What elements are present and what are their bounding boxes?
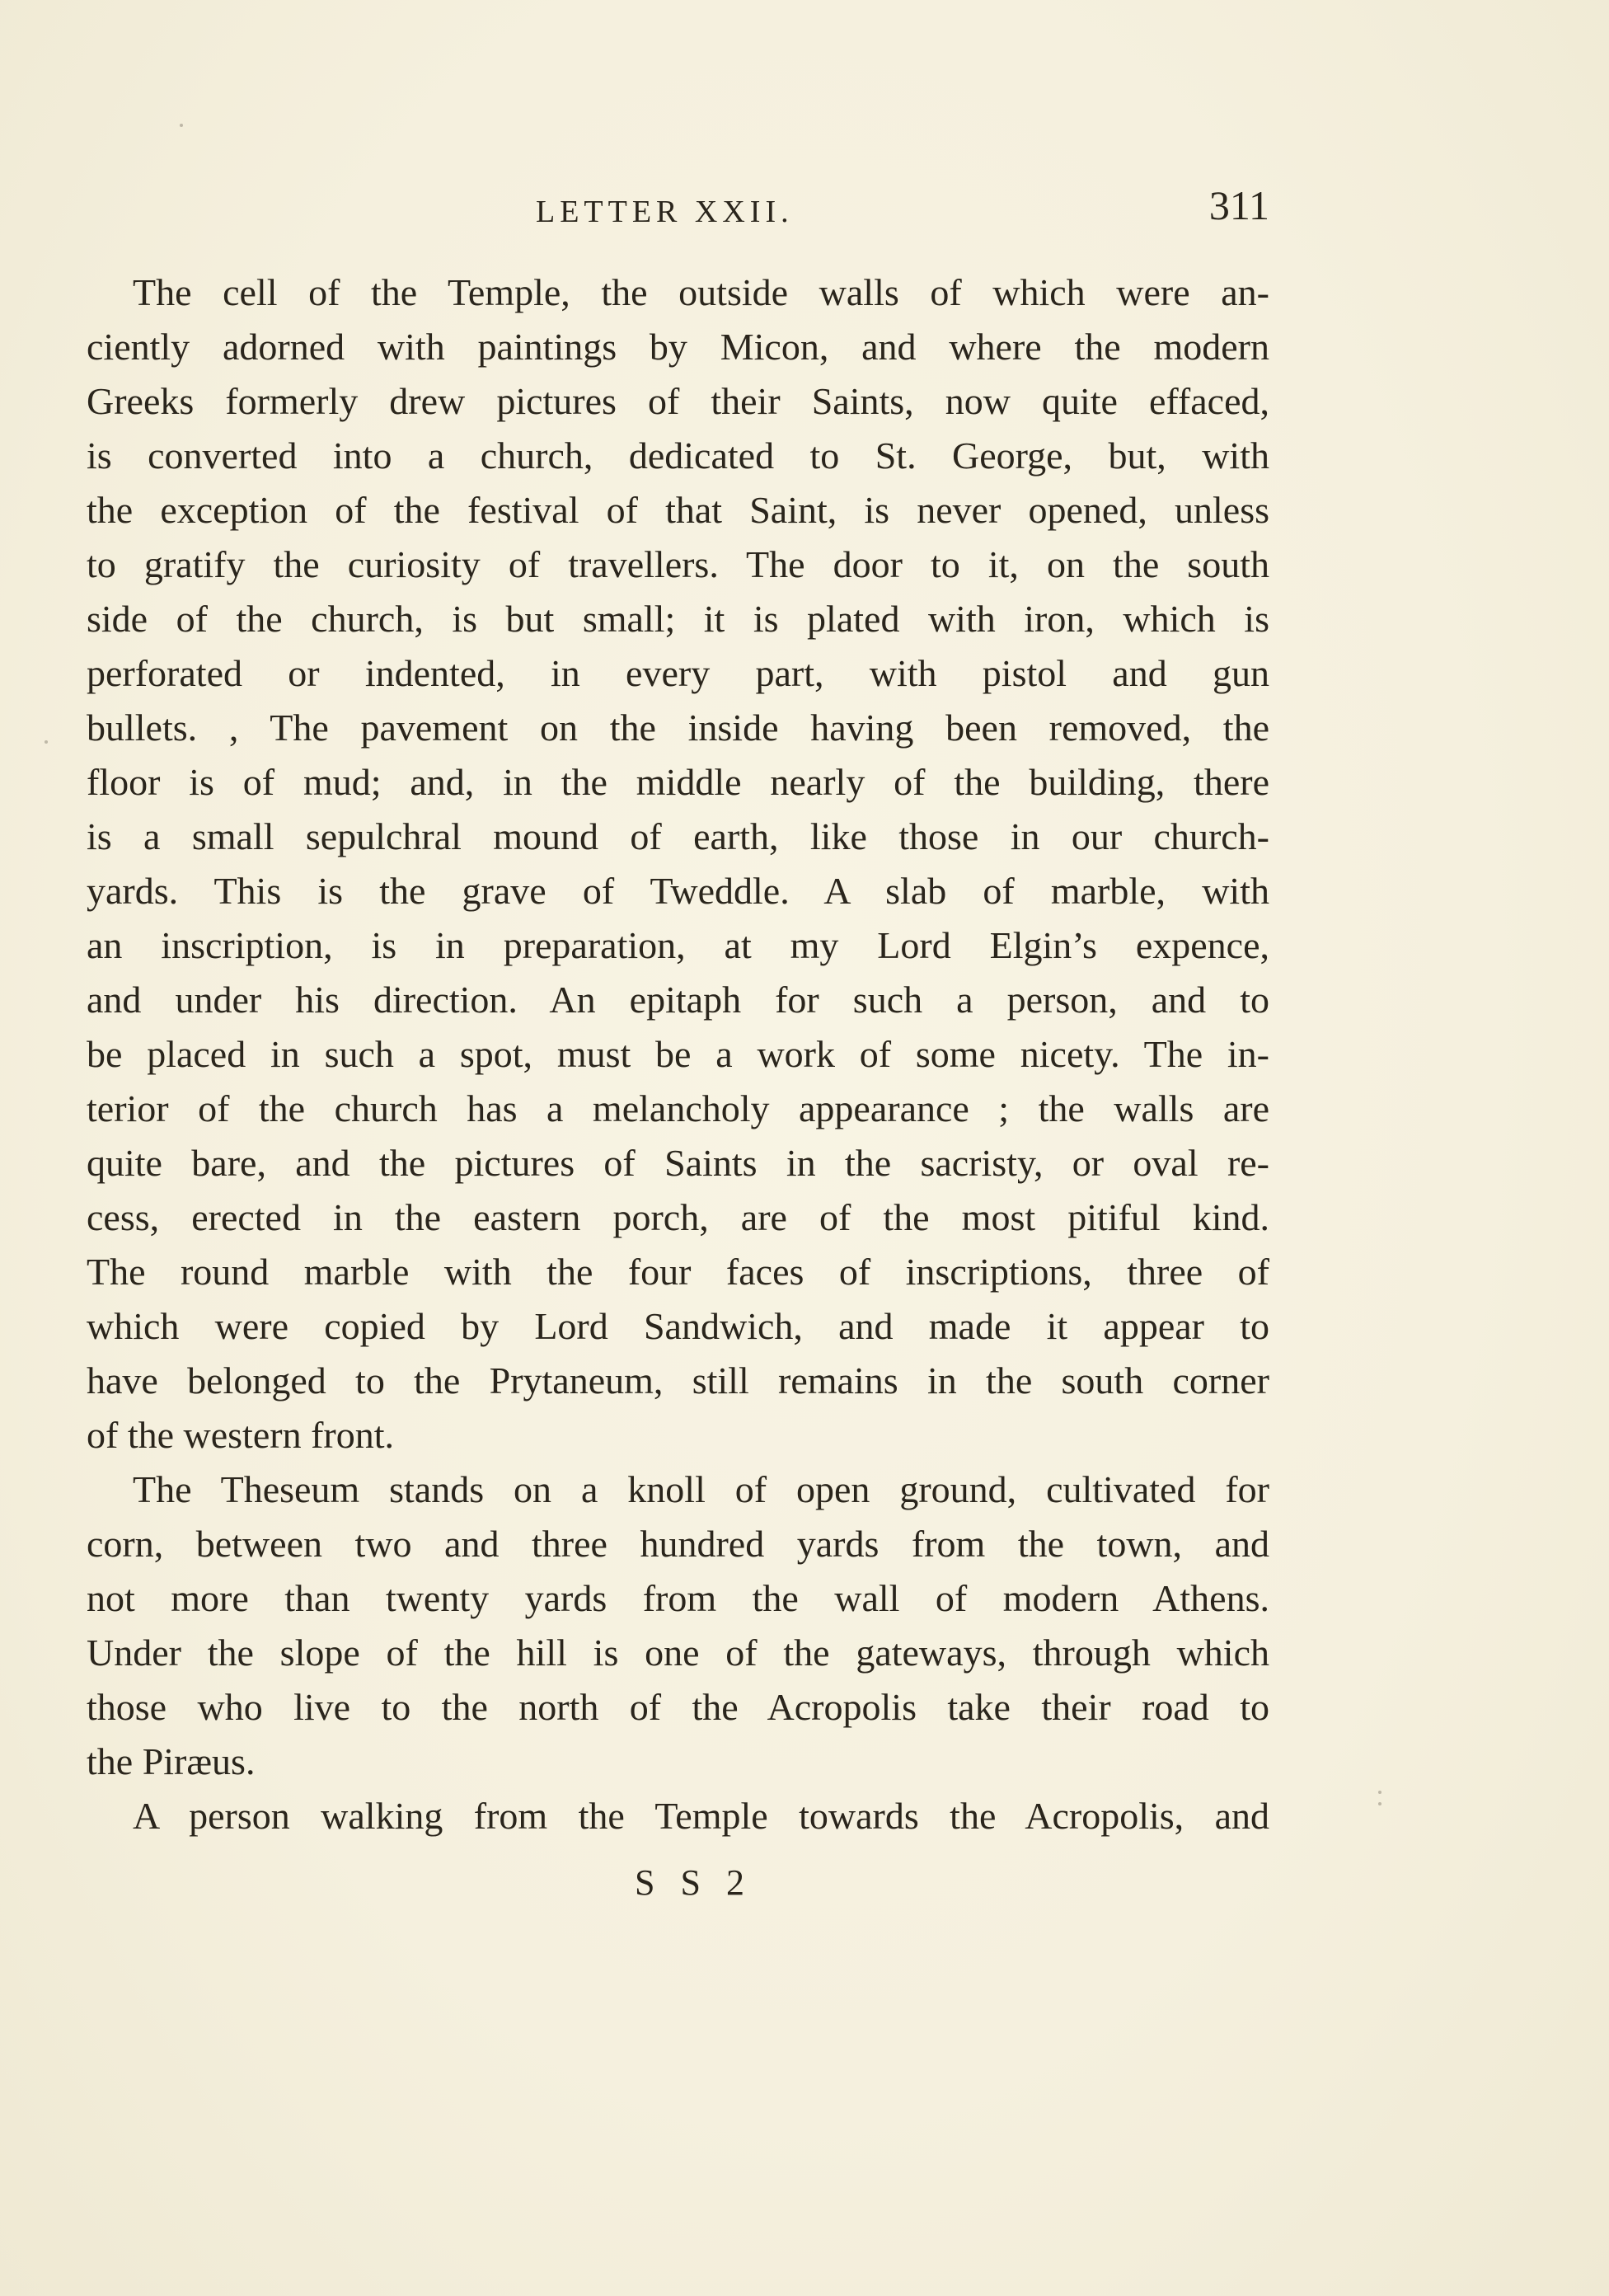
text-line: have belonged to the Prytaneum, still remains in the south corner <box>87 1359 1269 1402</box>
text-line: perforated or indented, in every part, with pistol and gun <box>87 652 1269 694</box>
running-head <box>87 183 1269 241</box>
text-line: Greeks formerly drew pictures of their Saints, now quite effaced, <box>87 380 1269 422</box>
page-number: 311 <box>1208 182 1269 228</box>
paper-speck <box>1378 1791 1381 1794</box>
text-line: terior of the church has a melancholy appearance ; the walls are <box>87 1087 1269 1129</box>
text-line: The round marble with the four faces of inscriptions, three of <box>87 1251 1269 1293</box>
text-line: not more than twenty yards from the wall of modern Athens. <box>87 1577 1269 1619</box>
text-line: yards. This is the grave of Tweddle. A slab of marble, with <box>87 870 1269 912</box>
text-line: which were copied by Lord Sandwich, and made it appear to <box>87 1305 1269 1347</box>
text-line: cess, erected in the eastern porch, are of the most pitiful kind. <box>87 1196 1269 1238</box>
text-line: an inscription, is in preparation, at my Lord Elgin’s expence, <box>87 924 1269 966</box>
paper-speck <box>45 740 48 744</box>
text-line: floor is of mud; and, in the middle nearly of the building, there <box>87 761 1269 803</box>
text-line: the Piræus. <box>87 1740 256 1782</box>
text-line: side of the church, is but small; it is plated with iron, which is <box>87 598 1269 640</box>
text-line: ciently adorned with paintings by Micon, and where the modern <box>87 326 1269 368</box>
paper-speck <box>1378 1802 1381 1805</box>
text-line: and under his direction. An epitaph for such a person, and to <box>87 979 1269 1021</box>
text-line: to gratify the curiosity of travellers. The door to it, on the south <box>87 543 1269 585</box>
text-line: A person walking from the Temple towards the Acropolis, and <box>133 1795 1269 1837</box>
text-line: bullets. , The pavement on the inside having been removed, the <box>87 707 1269 749</box>
running-title: LETTER XXII. <box>536 195 794 229</box>
text-line: the exception of the festival of that Saint, is never opened, unless <box>87 489 1269 531</box>
paper-speck <box>180 124 183 127</box>
body-text <box>87 265 1269 1843</box>
text-line: corn, between two and three hundred yards from the town, and <box>87 1523 1269 1565</box>
signature-mark: S S 2 <box>635 1862 753 1903</box>
text-line: The cell of the Temple, the outside walls of which were an- <box>133 271 1269 313</box>
text-line: Under the slope of the hill is one of the gateways, through which <box>87 1632 1269 1674</box>
text-line: is converted into a church, dedicated to St. George, but, with <box>87 434 1269 477</box>
text-line: of the western front. <box>87 1414 394 1456</box>
text-line: The Theseum stands on a knoll of open ground, cultivated for <box>133 1468 1269 1510</box>
text-line: is a small sepulchral mound of earth, like those in our church- <box>87 815 1269 857</box>
text-line: quite bare, and the pictures of Saints in the sacristy, or oval re- <box>87 1142 1269 1184</box>
text-line: be placed in such a spot, must be a work of some nicety. The in- <box>87 1033 1269 1075</box>
text-line: those who live to the north of the Acropolis take their road to <box>87 1686 1269 1728</box>
